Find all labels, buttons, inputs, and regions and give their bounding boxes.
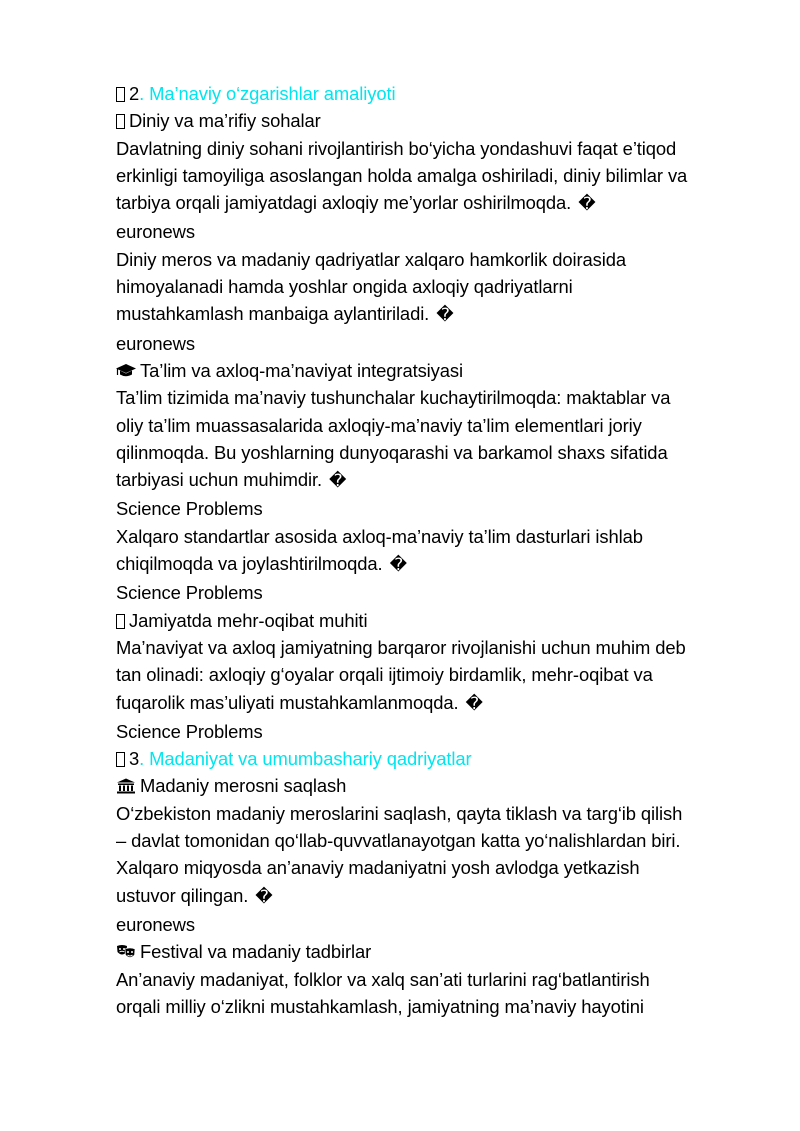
replacement-glyph: � — [436, 305, 454, 326]
paragraph-line: An’anaviy madaniyat, folklor va xalq san’ati turlarini rag‘batlantirish — [116, 968, 650, 990]
subsection-title: Festival va madaniy tadbirlar — [140, 941, 372, 963]
paragraph — [116, 384, 756, 495]
paragraph-line: O‘zbekiston madaniy meroslarini saqlash, qayta tiklash va targ‘ib qilish — [116, 802, 683, 824]
paragraph-line: chiqilmoqda va joylashtirilmoqda. � — [116, 550, 756, 579]
paragraph — [116, 800, 756, 911]
section-title: Ma’naviy o‘zgarishlar amaliyoti — [149, 83, 396, 104]
replacement-glyph: � — [465, 693, 483, 714]
classical-building-icon — [116, 778, 136, 794]
missing-glyph-icon — [116, 114, 125, 129]
paragraph-line: Diniy meros va madaniy qadriyatlar xalqaro hamkorlik doirasida — [116, 248, 626, 270]
replacement-glyph: � — [329, 471, 347, 492]
paragraph — [116, 634, 756, 718]
paragraph-line: – davlat tomonidan qo‘llab-quvvatlanayotgan katta yo‘nalishlardan biri. — [116, 830, 681, 852]
subsection-heading-heritage — [116, 772, 756, 799]
paragraph — [116, 966, 756, 1021]
subsection-heading-festival — [116, 938, 756, 965]
document-page — [116, 80, 756, 1020]
source-label: Science Problems — [116, 720, 263, 742]
missing-glyph-icon — [116, 87, 125, 102]
replacement-glyph: � — [389, 555, 407, 576]
missing-glyph-icon — [116, 752, 125, 767]
section-number: 3 — [129, 748, 140, 770]
paragraph-line: mustahkamlash manbaiga aylantiriladi. � — [116, 300, 756, 329]
paragraph-line: Ma’naviyat va axloq jamiyatning barqaror rivojlanishi uchun muhim deb — [116, 636, 686, 658]
section-3-heading — [116, 745, 756, 772]
paragraph — [116, 135, 756, 219]
paragraph — [116, 246, 756, 330]
source-label: euronews — [116, 913, 195, 935]
subsection-title: Madaniy merosni saqlash — [140, 775, 347, 797]
paragraph-line: tarbiyasi uchun muhimdir. � — [116, 466, 756, 495]
paragraph-line: qilinmoqda. Bu yoshlarning dunyoqarashi va barkamol shaxs sifatida — [116, 441, 668, 463]
replacement-glyph: � — [255, 886, 273, 907]
section-title: Madaniyat va umumbashariy qadriyatlar — [149, 748, 472, 770]
paragraph-line: oliy ta’lim muassasalarida axloqiy-ma’naviy ta’lim elementlari joriy — [116, 414, 642, 436]
subsection-heading-education — [116, 357, 756, 384]
section-separator: . — [139, 748, 145, 770]
paragraph-line: ustuvor qilingan. � — [116, 882, 756, 911]
graduation-cap-icon — [116, 363, 136, 379]
paragraph-line: Xalqaro miqyosda an’anaviy madaniyatni yosh avlodga yetkazish — [116, 857, 640, 879]
source-label: Science Problems — [116, 582, 263, 604]
source-label: euronews — [116, 221, 195, 243]
section-number: 2 — [129, 83, 140, 104]
paragraph-line: Davlatning diniy sohani rivojlantirish bo‘yicha yondashuvi faqat e’tiqod — [116, 137, 677, 159]
theater-masks-icon — [116, 944, 136, 960]
subsection-title: Ta’lim va axloq-ma’naviyat integratsiyasi — [140, 359, 463, 381]
paragraph — [116, 523, 756, 580]
subsection-title: Diniy va ma’rifiy sohalar — [129, 110, 321, 132]
section-separator: . — [139, 83, 145, 104]
paragraph-line: orqali milliy o‘zlikni mustahkamlash, jamiyatning ma’naviy hayotini — [116, 995, 644, 1017]
missing-glyph-icon — [116, 614, 125, 629]
subsection-title: Jamiyatda mehr-oqibat muhiti — [129, 609, 368, 631]
paragraph-line: tan olinadi: axloqiy g‘oyalar orqali ijtimoiy birdamlik, mehr-oqibat va — [116, 664, 653, 686]
paragraph-line: Xalqaro standartlar asosida axloq-ma’naviy ta’lim dasturlari ishlab — [116, 525, 643, 547]
paragraph-line: Ta’lim tizimida ma’naviy tushunchalar kuchaytirilmoqda: maktablar va — [116, 387, 671, 409]
section-2-heading — [116, 80, 756, 107]
paragraph-line: erkinligi tamoyiliga asoslangan holda amalga oshiriladi, diniy bilimlar va — [116, 164, 688, 186]
paragraph-line: tarbiya orqali jamiyatdagi axloqiy me’yorlar oshirilmoqda. � — [116, 189, 756, 218]
replacement-glyph: � — [578, 194, 596, 215]
subsection-heading-society — [116, 607, 756, 634]
paragraph-line: himoyalanadi hamda yoshlar ongida axloqiy qadriyatlarni — [116, 276, 573, 298]
source-label: Science Problems — [116, 498, 263, 520]
paragraph-line: fuqarolik mas’uliyati mustahkamlanmoqda. � — [116, 689, 756, 718]
subsection-heading-religious — [116, 107, 756, 134]
source-label: euronews — [116, 332, 195, 354]
